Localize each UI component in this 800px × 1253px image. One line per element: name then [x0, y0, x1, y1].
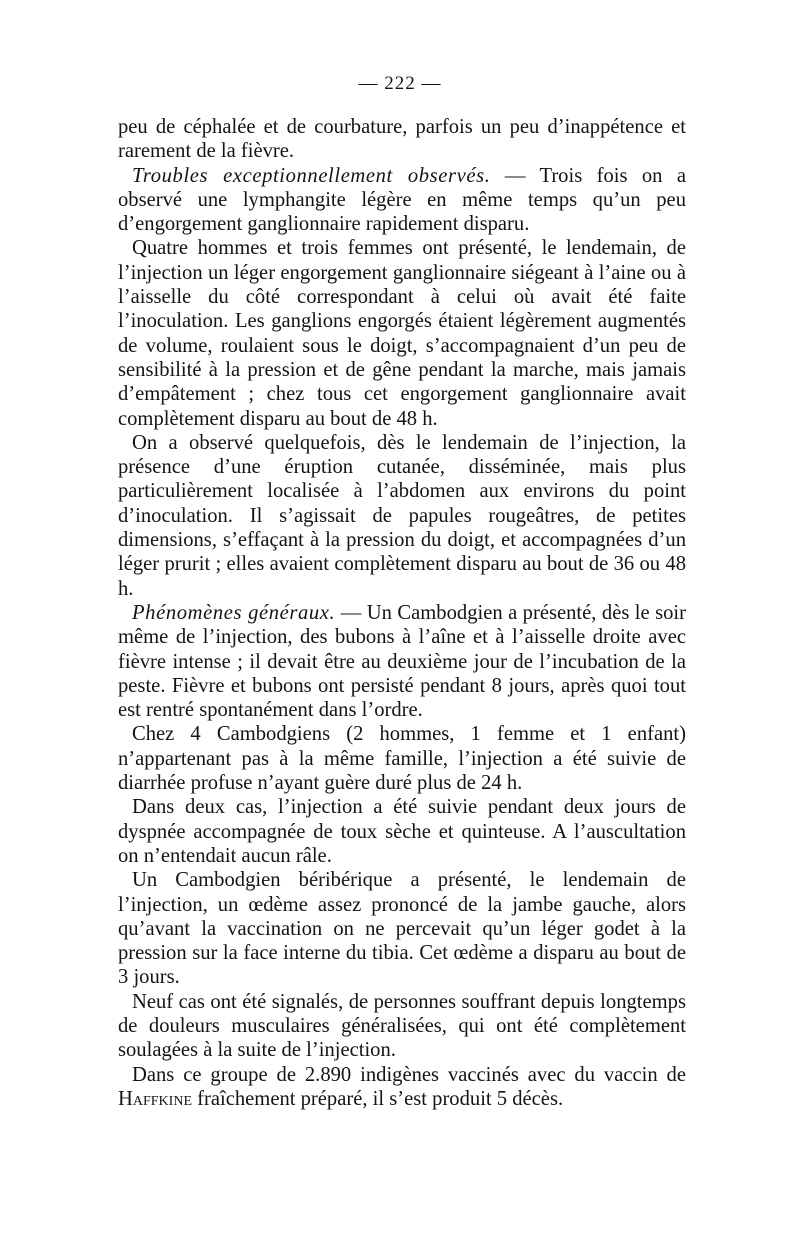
paragraph-8 — [118, 868, 686, 989]
paragraph-5-text: — Un Cambodgien a présenté, dès le soir même de l’injection, des bubons à l’aîne et à l’aisselle droite avec fièvre intense ; il devait être au deuxième jour de l’incubation de la peste. Fièvre et bubons ont persisté pendant 8 jours, après quoi tout est rentré spontanément dans l’ordre. — [118, 601, 686, 722]
paragraph-5 — [118, 601, 686, 722]
paragraph-1-text: peu de céphalée et de courbature, parfois un peu d’inappétence et rarement de la fièvre. — [118, 116, 686, 163]
paragraph-2 — [118, 164, 686, 237]
paragraph-10-text-before: Dans ce groupe de 2.890 indigènes vaccinés avec du vaccin de — [132, 1063, 686, 1086]
paragraph-7-text: Dans deux cas, l’injection a été suivie pendant deux jours de dyspnée accompagnée de toux sèche et quinteuse. A l’auscultation on n’entendait aucun râle. — [118, 796, 686, 867]
paragraph-8-text: Un Cambodgien béribérique a présenté, le lendemain de l’injection, un œdème assez prononcé de la jambe gauche, alors qu’avant la vaccination on ne percevait qu’un léger godet à la pression sur la face interne du tibia. Cet œdème a disparu au bout de 3 jours. — [118, 869, 686, 989]
paragraph-4-text: On a observé quelquefois, dès le lendemain de l’injection, la présence d’une éruption cutanée, disséminée, mais plus particulièrement localisée à l’abdomen aux environs du point d’inoculation. Il s’agissait de papules rougeâtres, de petites dimensions, s’effaçant à la pression du doigt, et accompagnées d’un léger prurit ; elles avaient complètement disparu au bout de 36 ou 48 h. — [118, 431, 686, 600]
paragraph-1 — [118, 115, 686, 164]
section-heading-phenomenes: Phénomènes généraux. — [132, 601, 336, 624]
paragraph-3 — [118, 236, 686, 430]
paragraph-9 — [118, 990, 686, 1063]
page-number: — 222 — — [358, 73, 442, 94]
body-text — [118, 115, 686, 1111]
paragraph-4 — [118, 431, 686, 601]
paragraph-2-text: — Trois fois on a observé une lymphangite légère en même temps qu’un peu d’engorgement ganglionnaire rapidement disparu. — [118, 164, 686, 236]
section-heading-troubles: Troubles exceptionnellement observés. — [132, 164, 491, 187]
paragraph-3-text: Quatre hommes et trois femmes ont présenté, le lendemain, de l’injection un léger engorgement ganglionnaire siégeant à l’aine ou à l’aisselle du côté correspondant à celui où avait été faite l’inoculation. Les ganglions engorgés étaient légèrement augmentés de volume, roulaient sous le doigt, s’accompagnaient d’un peu de sensibilité à la pression et de gêne pendant la marche, mais jamais d’empâtement ; chez tous cet engorgement ganglionnaire avait complètement disparu au bout de 48 h. — [118, 237, 686, 430]
paragraph-10-text-after: fraîchement préparé, il s’est produit 5 décès. — [192, 1087, 564, 1110]
paragraph-6-text: Chez 4 Cambodgiens (2 hommes, 1 femme et 1 enfant) n’appartenant pas à la même famille, l’injection a été suivie de diarrhée profuse n’ayant guère duré plus de 24 h. — [118, 723, 686, 795]
paragraph-6 — [118, 722, 686, 795]
paragraph-10 — [118, 1063, 686, 1112]
author-name-haffkine: Haffkine — [118, 1087, 192, 1110]
paragraph-9-text: Neuf cas ont été signalés, de personnes souffrant depuis longtemps de douleurs musculaires généralisées, qui ont été complètement soulagées à la suite de l’injection. — [118, 990, 686, 1062]
paragraph-7 — [118, 795, 686, 868]
